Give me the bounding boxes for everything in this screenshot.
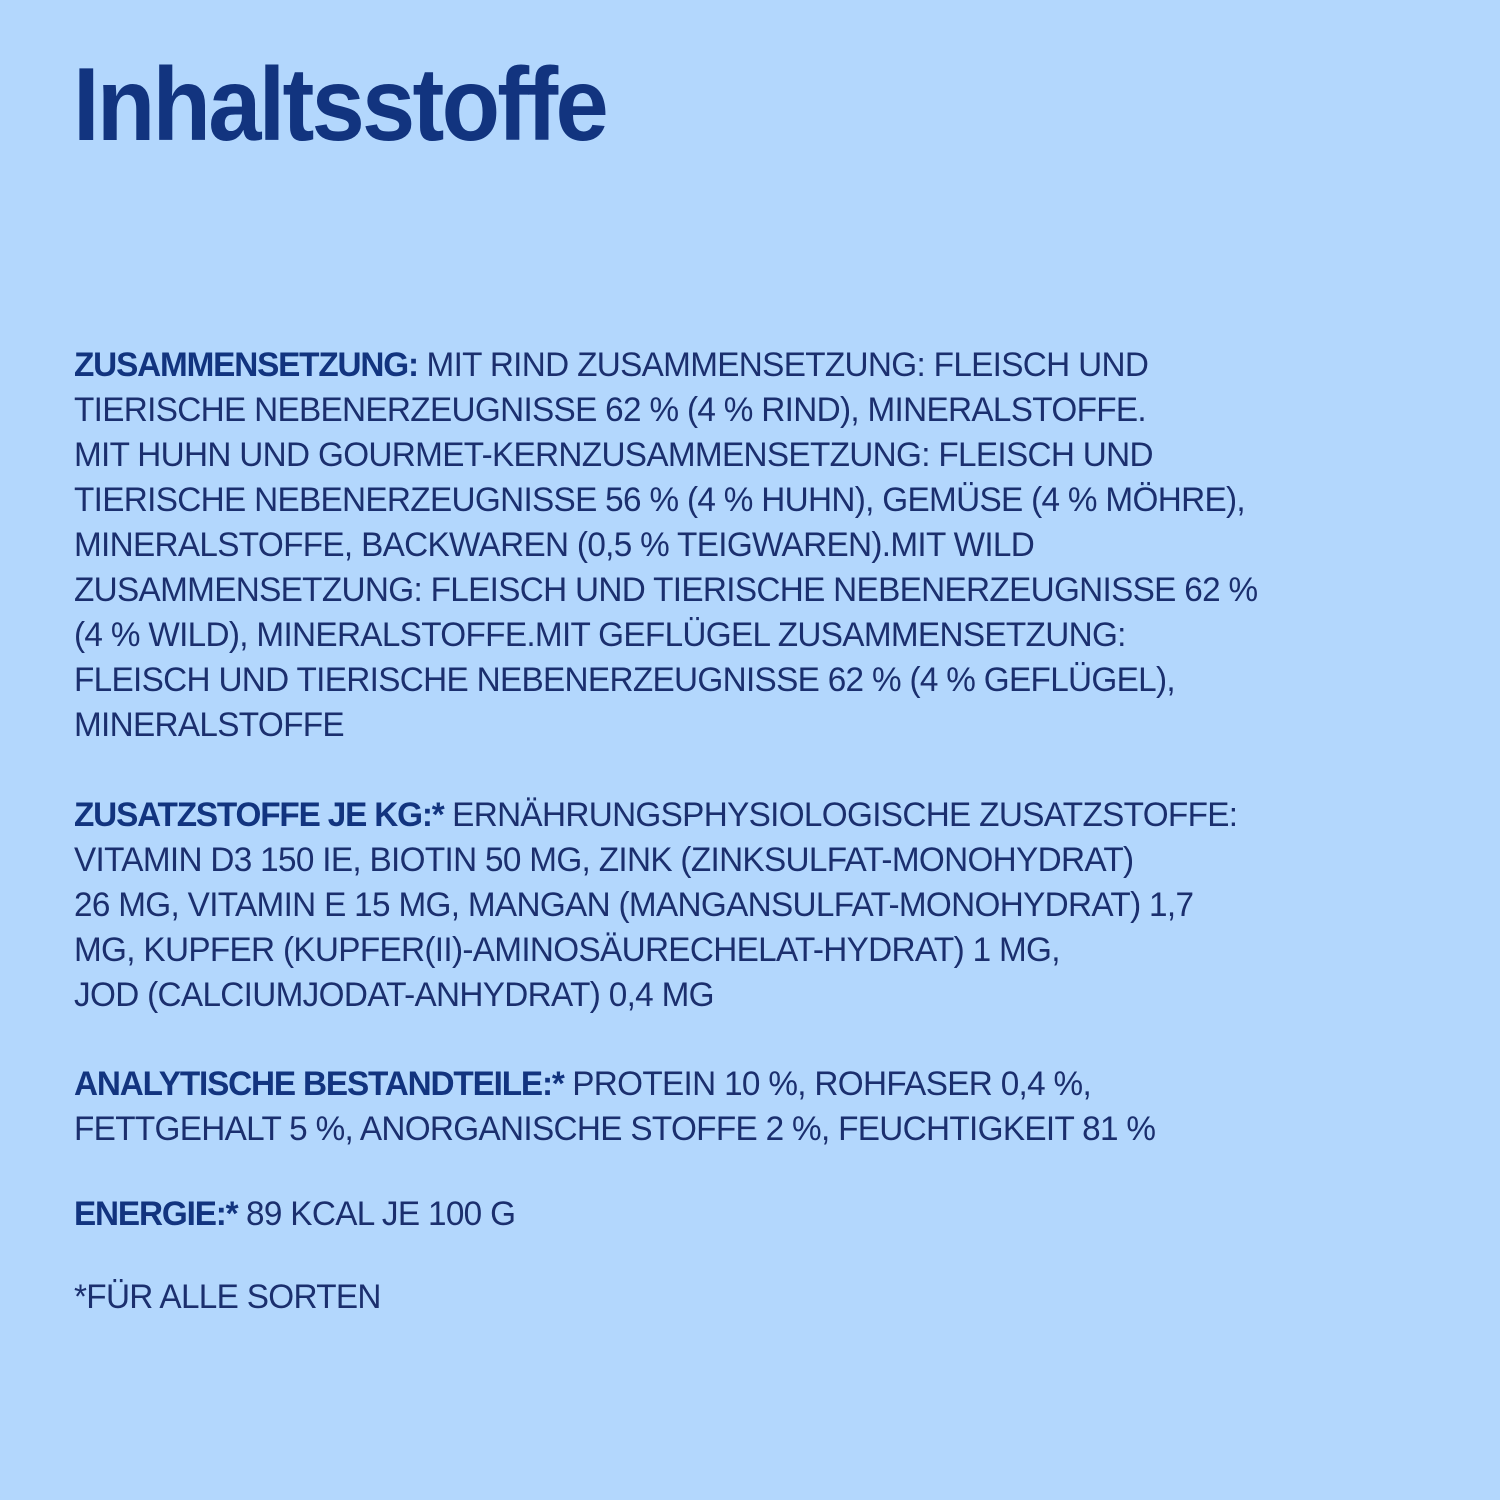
composition-line: MIT HUHN UND GOURMET-KERNZUSAMMENSETZUNG: FLEISCH UND bbox=[74, 436, 1153, 474]
additives-label: ZUSATZSTOFFE JE KG:* bbox=[74, 796, 444, 834]
additives-line: 26 MG, VITAMIN E 15 MG, MANGAN (MANGANSULFAT-MONOHYDRAT) 1,7 bbox=[74, 886, 1194, 924]
footnote bbox=[74, 1275, 1464, 1320]
composition-line: TIERISCHE NEBENERZEUGNISSE 62 % (4 % RIND), MINERALSTOFFE. bbox=[74, 391, 1147, 429]
additives-line: VITAMIN D3 150 IE, BIOTIN 50 MG, ZINK (ZINKSULFAT-MONOHYDRAT) bbox=[74, 841, 1134, 879]
energy-value: 89 KCAL JE 100 G bbox=[237, 1195, 516, 1233]
additives-line: MG, KUPFER (KUPFER(II)-AMINOSÄURECHELAT-HYDRAT) 1 MG, bbox=[74, 931, 1060, 969]
composition-line: MIT RIND ZUSAMMENSETZUNG: FLEISCH UND bbox=[417, 346, 1149, 384]
composition-line: MINERALSTOFFE, BACKWAREN (0,5 % TEIGWAREN).MIT WILD bbox=[74, 526, 1035, 564]
energy-section bbox=[74, 1192, 1464, 1237]
additives-section bbox=[74, 793, 1464, 1018]
composition-line: MINERALSTOFFE bbox=[74, 706, 344, 744]
analytical-line: FETTGEHALT 5 %, ANORGANISCHE STOFFE 2 %, FEUCHTIGKEIT 81 % bbox=[74, 1110, 1156, 1148]
composition-line: ZUSAMMENSETZUNG: FLEISCH UND TIERISCHE NEBENERZEUGNISSE 62 % bbox=[74, 571, 1258, 609]
analytical-line: PROTEIN 10 %, ROHFASER 0,4 %, bbox=[563, 1065, 1092, 1103]
analytical-label: ANALYTISCHE BESTANDTEILE:* bbox=[74, 1065, 564, 1103]
analytical-section bbox=[74, 1062, 1464, 1152]
energy-label: ENERGIE:* bbox=[74, 1195, 238, 1233]
composition-line: FLEISCH UND TIERISCHE NEBENERZEUGNISSE 62 % (4 % GEFLÜGEL), bbox=[74, 661, 1175, 699]
additives-line: JOD (CALCIUMJODAT-ANHYDRAT) 0,4 MG bbox=[74, 976, 714, 1014]
page-title: Inhaltsstoffe bbox=[73, 47, 606, 163]
additives-line: ERNÄHRUNGSPHYSIOLOGISCHE ZUSATZSTOFFE: bbox=[443, 796, 1238, 834]
footnote-text: *FÜR ALLE SORTEN bbox=[74, 1278, 381, 1316]
composition-line: TIERISCHE NEBENERZEUGNISSE 56 % (4 % HUHN), GEMÜSE (4 % MÖHRE), bbox=[74, 481, 1245, 519]
ingredients-content bbox=[74, 343, 1464, 1320]
composition-label: ZUSAMMENSETZUNG: bbox=[74, 346, 418, 384]
composition-line: (4 % WILD), MINERALSTOFFE.MIT GEFLÜGEL ZUSAMMENSETZUNG: bbox=[74, 616, 1126, 654]
composition-section bbox=[74, 343, 1464, 748]
